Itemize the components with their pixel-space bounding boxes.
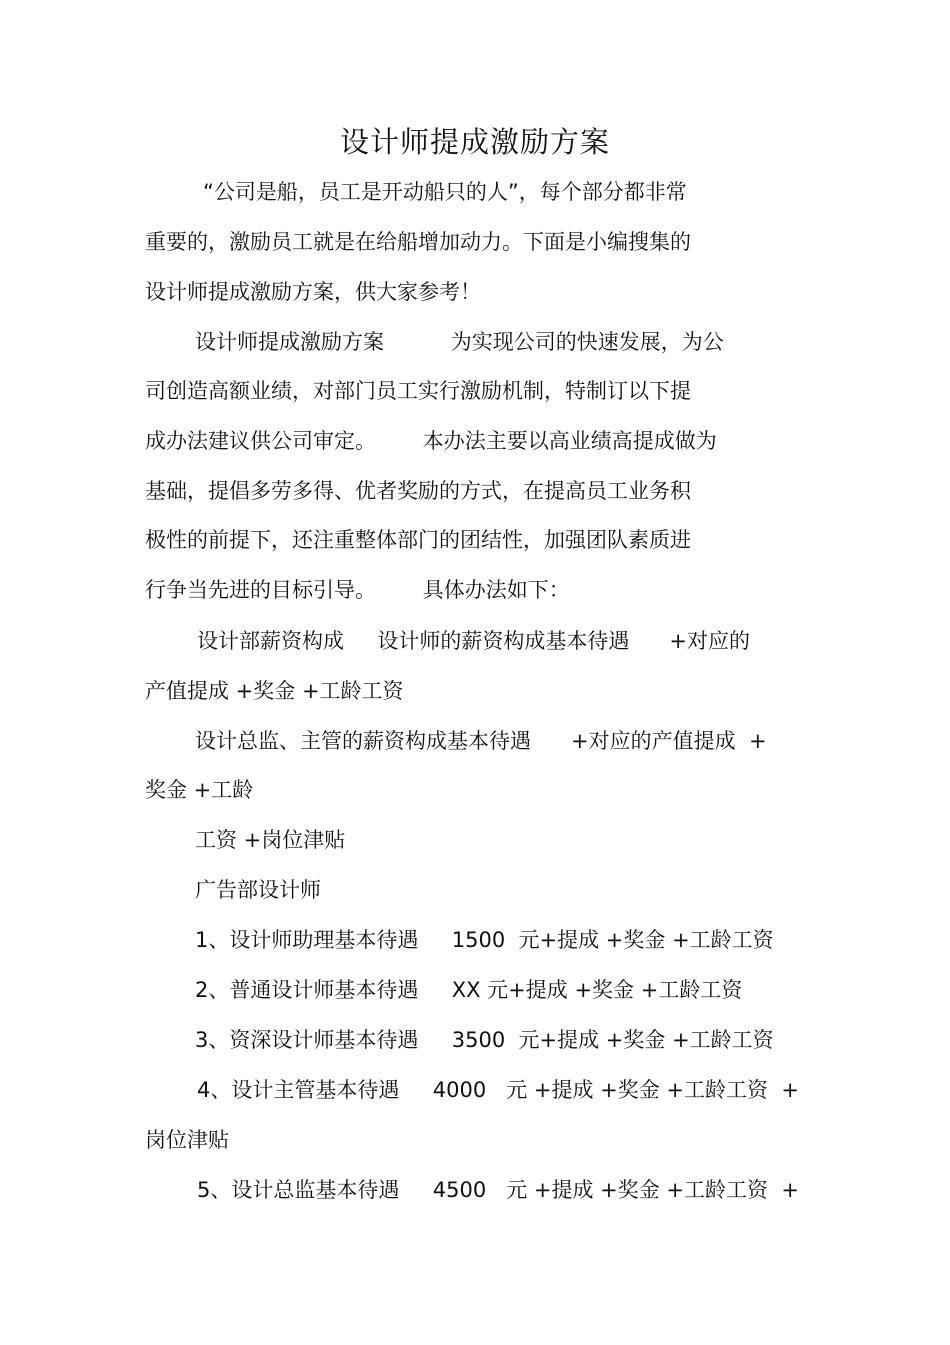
paragraph-line: 重要的，激励员工就是在给船增加动力。下面是小编搜集的 <box>145 230 691 254</box>
paragraph-line: “公司是船，员工是开动船只的人”，每个部分都非常 <box>203 180 687 204</box>
list-item: 5、设计总监基本待遇 4500 元 +提成 +奖金 +工龄工资 + <box>197 1178 799 1202</box>
paragraph-line: 行争当先进的目标引导。 具体办法如下： <box>145 578 570 602</box>
paragraph-line: 极性的前提下，还注重整体部门的团结性，加强团队素质进 <box>145 528 691 552</box>
paragraph-line: 基础，提倡多劳多得、优者奖励的方式，在提高员工业务积 <box>145 479 691 503</box>
paragraph-line: 奖金 +工龄 <box>145 778 254 802</box>
paragraph-line: 设计总监、主管的薪资构成基本待遇 +对应的产值提成 + <box>195 729 767 753</box>
list-item: 1、设计师助理基本待遇 1500 元+提成 +奖金 +工龄工资 <box>195 928 774 952</box>
list-item-continuation: 岗位津贴 <box>145 1128 229 1152</box>
paragraph-line: 司创造高额业绩，对部门员工实行激励机制，特制订以下提 <box>145 379 691 403</box>
paragraph-line: 成办法建议供公司审定。 本办法主要以高业绩高提成做为 <box>145 429 717 453</box>
document-title: 设计师提成激励方案 <box>339 125 610 159</box>
paragraph-line: 产值提成 +奖金 +工龄工资 <box>145 679 404 703</box>
list-item: 4、设计主管基本待遇 4000 元 +提成 +奖金 +工龄工资 + <box>197 1078 799 1102</box>
paragraph-line: 工资 +岗位津贴 <box>195 828 346 852</box>
paragraph-line: 设计师提成激励方案，供大家参考！ <box>145 280 481 304</box>
list-item: 3、资深设计师基本待遇 3500 元+提成 +奖金 +工龄工资 <box>195 1028 774 1052</box>
section-heading: 广告部设计师 <box>195 878 321 902</box>
paragraph-line: 设计部薪资构成 设计师的薪资构成基本待遇 +对应的 <box>197 629 751 653</box>
list-item: 2、普通设计师基本待遇 XX 元+提成 +奖金 +工龄工资 <box>195 978 743 1002</box>
paragraph-line: 设计师提成激励方案 为实现公司的快速发展，为公 <box>195 330 724 354</box>
